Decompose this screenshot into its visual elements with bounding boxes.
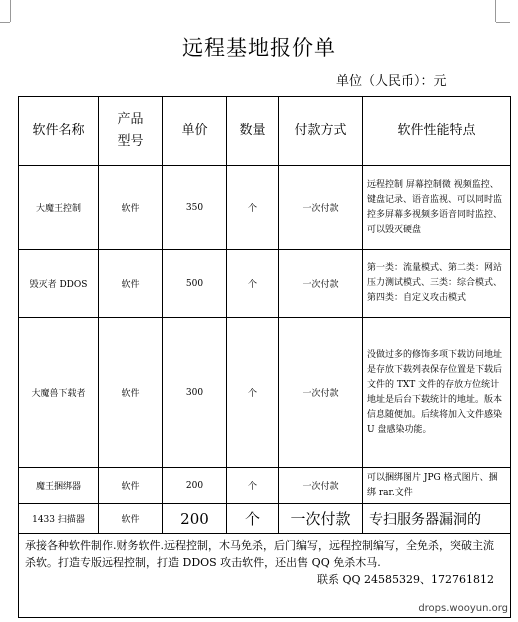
document-title: 远程基地报价单: [182, 36, 336, 60]
footer-contact: 联系 QQ 24585329、172761812: [316, 573, 494, 586]
cell-qty: 个: [227, 250, 279, 318]
header-model: [99, 97, 163, 166]
header-model-text: 产品型号: [117, 112, 144, 149]
table-row: [19, 166, 511, 250]
table-row: [19, 504, 511, 534]
table-row: [19, 318, 511, 468]
header-price: 单价: [163, 97, 227, 166]
cell-price: 200: [163, 468, 227, 504]
cell-model: 软件: [99, 468, 163, 504]
cell-payment: 一次付款: [279, 504, 363, 534]
cell-qty: 个: [227, 318, 279, 468]
cell-model: 软件: [99, 250, 163, 318]
cell-price: 200: [163, 504, 227, 534]
table-row: [19, 468, 511, 504]
cell-name: 魔王捆绑器: [19, 468, 99, 504]
watermark: drops.wooyun.org: [418, 603, 508, 614]
cell-name: 大魔王控制: [19, 166, 99, 250]
cell-qty: 个: [227, 468, 279, 504]
price-table: [18, 96, 511, 618]
cell-name: 大魔兽下载者: [19, 318, 99, 468]
header-payment: 付款方式: [279, 97, 363, 166]
cell-payment: 一次付款: [279, 468, 363, 504]
cell-model: 软件: [99, 318, 163, 468]
crop-mark-top-right: [495, 0, 496, 22]
header-qty: 数量: [227, 97, 279, 166]
cell-payment: 一次付款: [279, 166, 363, 250]
cell-price: 500: [163, 250, 227, 318]
cell-price: 350: [163, 166, 227, 250]
cell-features: 远程控制 屏幕控制微 视频监控、键盘记录、语音监视、可以同时监控多屏幕多视频多语音同时监控、可以毁灭硬盘: [363, 166, 511, 250]
cell-features: 第一类：流量模式、第二类：网站压力测试模式、三类：综合模式、第四类：自定义攻击模式: [363, 250, 511, 318]
cell-qty: 个: [227, 166, 279, 250]
cell-payment: 一次付款: [279, 318, 363, 468]
header-features: 软件性能特点: [363, 97, 511, 166]
cell-name: 毁灭者 DDOS: [19, 250, 99, 318]
cell-features: 专扫服务器漏洞的: [363, 504, 511, 534]
cell-model: 软件: [99, 166, 163, 250]
table-row: [19, 250, 511, 318]
currency-unit: 单位（人民币）：元: [336, 74, 447, 89]
cell-price: 300: [163, 318, 227, 468]
crop-mark-top-right-horizontal: [496, 22, 510, 23]
cell-payment: 一次付款: [279, 250, 363, 318]
footer-text: 承接各种软件制作.财务软件.远程控制，木马免杀，后门编写，远程控制编写，全免杀，突破主流杀软。打造专版远程控制，打造 DDOS 攻击软件，还出售 QQ 免杀木马.: [25, 539, 494, 569]
cell-qty: 个: [227, 504, 279, 534]
cell-name: 1433 扫描器: [19, 504, 99, 534]
header-name: 软件名称: [19, 97, 99, 166]
cell-features: 没做过多的修饰多项下载访问地址是存放下载列表保存位置是下载后文件的 TXT 文件的存放方位统计地址是后台下载统计的地址。版本信息随便加。后续将加入文件感染 U 盘感染功能。: [363, 318, 511, 468]
crop-mark-top-left-horizontal: [0, 22, 10, 23]
cell-features: 可以捆绑图片 JPG 格式图片、捆绑 rar.文件: [363, 468, 511, 504]
crop-mark-top-left: [2, 0, 11, 22]
header-row: [19, 97, 511, 166]
cell-model: 软件: [99, 504, 163, 534]
